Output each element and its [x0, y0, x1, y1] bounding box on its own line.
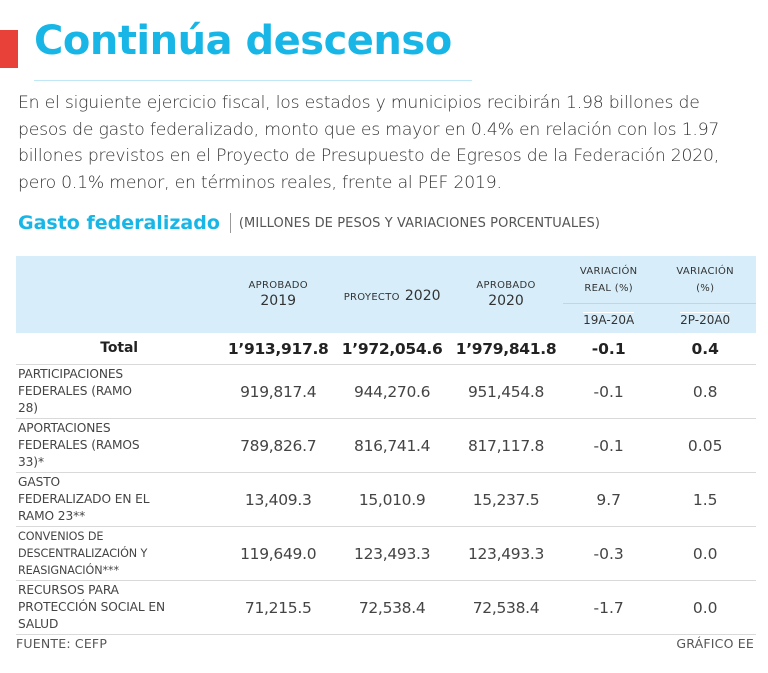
cell-aprobado-2019: 119,649.0 [221, 527, 335, 581]
source-note: FUENTE: CEFP [16, 636, 108, 651]
cell-variacion: 0.8 [654, 365, 756, 419]
table-header-row [16, 256, 756, 304]
cell-proyecto-2020: 944,270.6 [335, 365, 449, 419]
cell-proyecto-2020: 1’972,054.6 [335, 333, 449, 365]
header-aprobado-2020 [449, 256, 563, 333]
cell-aprobado-2019: 13,409.3 [221, 473, 335, 527]
cell-aprobado-2020: 72,538.4 [449, 581, 563, 635]
row-label: APORTACIONES FEDERALES (RAMOS 33)* [16, 419, 221, 473]
heading-separator [230, 213, 231, 233]
header-label: VARIACIÓN (%) [676, 265, 734, 294]
header-sub-label: 2P-20A0 [680, 313, 731, 327]
cell-aprobado-2020: 817,117.8 [449, 419, 563, 473]
cell-variacion: 1.5 [654, 473, 756, 527]
header-year: 2019 [260, 293, 297, 309]
cell-variacion-real: -0.1 [563, 333, 654, 365]
cell-variacion-real: -0.1 [563, 419, 654, 473]
table-row [16, 419, 756, 473]
cell-proyecto-2020: 72,538.4 [335, 581, 449, 635]
graphic-credit: GRÁFICO EE [676, 636, 754, 651]
table-subtitle: (MILLONES DE PESOS Y VARIACIONES PORCENTUALES) [238, 215, 601, 231]
header-year: 2020 [404, 288, 441, 304]
cell-aprobado-2020: 123,493.3 [449, 527, 563, 581]
headline-accent-bar [0, 30, 18, 68]
cell-proyecto-2020: 816,741.4 [335, 419, 449, 473]
cell-aprobado-2019: 1’913,917.8 [221, 333, 335, 365]
header-label: VARIACIÓN REAL (%) [579, 265, 638, 294]
header-proyecto-2020 [335, 256, 449, 333]
cell-variacion: 0.0 [654, 581, 756, 635]
cell-variacion-real: -1.7 [563, 581, 654, 635]
row-label: RECURSOS PARA PROTECCIÓN SOCIAL EN SALUD [16, 581, 221, 635]
header-variacion [654, 256, 756, 304]
table-title: Gasto federalizado [18, 212, 220, 234]
table-row-total [16, 333, 756, 365]
cell-variacion-real: 9.7 [563, 473, 654, 527]
header-label: APROBADO [476, 280, 536, 291]
header-variacion-real [563, 256, 654, 304]
cell-proyecto-2020: 123,493.3 [335, 527, 449, 581]
header-label: PROYECTO [343, 292, 400, 303]
cell-variacion: 0.4 [654, 333, 756, 365]
table-row [16, 527, 756, 581]
table-row [16, 473, 756, 527]
cell-variacion: 0.05 [654, 419, 756, 473]
row-label: Total [16, 333, 221, 365]
cell-aprobado-2019: 919,817.4 [221, 365, 335, 419]
header-aprobado-2019 [221, 256, 335, 333]
cell-aprobado-2020: 1’979,841.8 [449, 333, 563, 365]
cell-aprobado-2019: 71,215.5 [221, 581, 335, 635]
header-year: 2020 [488, 293, 524, 309]
cell-variacion-real: -0.3 [563, 527, 654, 581]
headline-rule [34, 80, 472, 81]
table-row [16, 581, 756, 635]
row-label: GASTO FEDERALIZADO EN EL RAMO 23** [16, 473, 221, 527]
header-label: APROBADO [248, 280, 308, 291]
cell-variacion-real: -0.1 [563, 365, 654, 419]
table-heading [18, 212, 600, 234]
lede-paragraph: En el siguiente ejercicio fiscal, los estados y municipios recibirán 1.98 billones de pesos de gasto federalizado, monto que es mayor en 0.4% en relación con los 1.97 billones previstos en el Proyecto de Presupuesto de Egresos de la Federación 2020, pero 0.1% menor, en términos reales, frente al PEF 2019. [18, 93, 720, 193]
cell-aprobado-2020: 951,454.8 [449, 365, 563, 419]
header-sub-label: 19A-20A [583, 313, 635, 327]
header-sub-2p-20a0 [654, 304, 756, 334]
header-sub-19a-20a [563, 304, 654, 334]
table-row [16, 365, 756, 419]
cell-proyecto-2020: 15,010.9 [335, 473, 449, 527]
cell-variacion: 0.0 [654, 527, 756, 581]
header-blank [16, 256, 221, 333]
row-label: CONVENIOS DE DESCENTRALIZACIÓN Y REASIGNACIÓN*** [16, 527, 221, 581]
cell-aprobado-2020: 15,237.5 [449, 473, 563, 527]
row-label: PARTICIPACIONES FEDERALES (RAMO 28) [16, 365, 221, 419]
gasto-federalizado-table [16, 256, 756, 635]
headline: Continúa descenso [34, 18, 452, 64]
cell-aprobado-2019: 789,826.7 [221, 419, 335, 473]
